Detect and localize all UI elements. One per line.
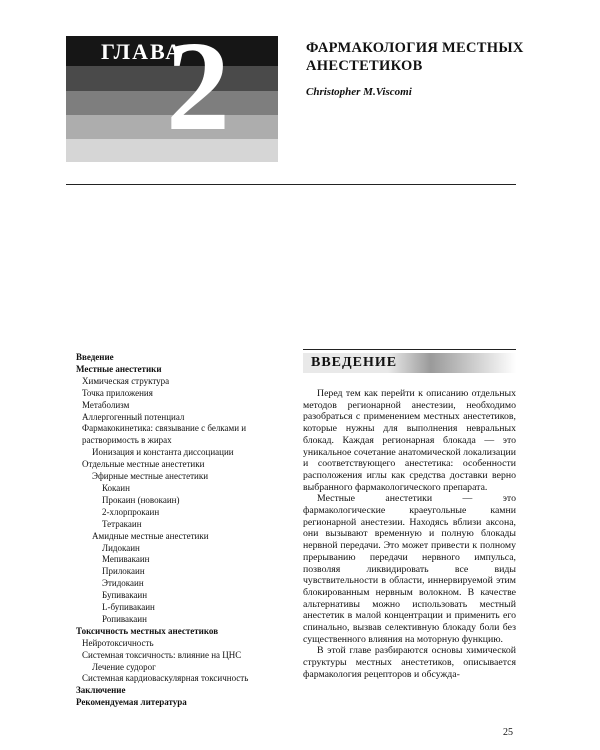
page-number: 25 <box>503 727 513 738</box>
author-name: Christopher M.Viscomi <box>306 86 412 98</box>
toc-item: Нейротоксичность <box>82 637 154 648</box>
chapter-number: 2 <box>166 15 230 157</box>
toc-item: Введение <box>76 352 114 362</box>
toc-item: Лидокаин <box>102 542 140 553</box>
toc-item: Прилокаин <box>102 566 145 577</box>
toc-item: Местные анестетики <box>76 363 162 374</box>
section-divider <box>303 349 516 350</box>
toc-item: Ропивакаин <box>102 613 147 624</box>
toc-item: Заключение <box>76 685 126 696</box>
toc-item: 2-хлорпрокаин <box>102 506 160 517</box>
paragraph: Местные анестетики — это фармакологические краеугольные камни регионарной анестезии. Находясь вблизи аксона, они вызывают временную и полную блокады нервной передачи. Это может привести к полному прерыванию передачи нервного импульса, позволяя ликвидировать все виды чувствительности в области, иннервируемой этим блокированным нервным волокном. В качестве альтернативы можно использовать местный анестетик в малой концентрации и применить его спинально, вызвав селективную блокаду боли без существенного влияния на моторную функцию. <box>303 493 516 645</box>
toc-item: Бупивакаин <box>102 590 148 601</box>
chapter-title: ФАРМАКОЛОГИЯ МЕСТНЫХ АНЕСТЕТИКОВ <box>306 40 524 74</box>
toc-item: Лечение судорог <box>92 661 156 672</box>
section-header <box>303 353 516 373</box>
toc-item: Системная токсичность: влияние на ЦНС <box>82 649 242 660</box>
toc-item: Точка приложения <box>82 387 153 398</box>
toc-item: Этидокаин <box>102 578 144 589</box>
paragraph: Перед тем как перейти к описанию отдельных методов регионарной анестезии, необходимо разобраться с применением местных анестетиков, которые нужны для выполнения невральных блокад. Каждая регионарная блокада — это уникальное сочетание анатомической локализации и соответствующего анестетика: особенности расположения иглы как средства доставки верно выбранного фармакологического препарата. <box>303 388 516 493</box>
toc-item: Химическая структура <box>82 375 170 386</box>
toc-item: Отдельные местные анестетики <box>82 459 205 470</box>
toc-item: Прокаин (новокаин) <box>102 494 180 505</box>
toc-item: Кокаин <box>102 482 130 493</box>
table-of-contents <box>76 352 288 709</box>
section-title: ВВЕДЕНИЕ <box>311 355 398 370</box>
toc-item: Системная кардиоваскулярная токсичность <box>82 673 249 684</box>
body-text <box>303 388 516 681</box>
chapter-label: ГЛАВА <box>101 39 184 64</box>
toc-item: Фармакокинетика: связывание с белками и растворимость в жирах <box>82 423 247 446</box>
toc-item: Мепивакаин <box>102 554 150 565</box>
header-divider <box>66 184 516 185</box>
toc-item: Эфирные местные анестетики <box>92 471 209 482</box>
toc-item: Рекомендуемая литература <box>76 697 187 708</box>
toc-item: Метаболизм <box>82 399 130 410</box>
toc-item: L-бупивакаин <box>102 602 155 613</box>
toc-item: Тетракаин <box>102 518 142 529</box>
toc-item: Амидные местные анестетики <box>92 530 209 541</box>
toc-item: Ионизация и константа диссоциации <box>92 447 234 458</box>
toc-item: Токсичность местных анестетиков <box>76 625 219 636</box>
toc-item: Аллергогенный потенциал <box>82 411 185 422</box>
paragraph: В этой главе разбираются основы химической структуры местных анестетиков, описывается фармакология рецепторов и обсужда- <box>303 645 516 680</box>
chapter-banner <box>66 15 278 162</box>
